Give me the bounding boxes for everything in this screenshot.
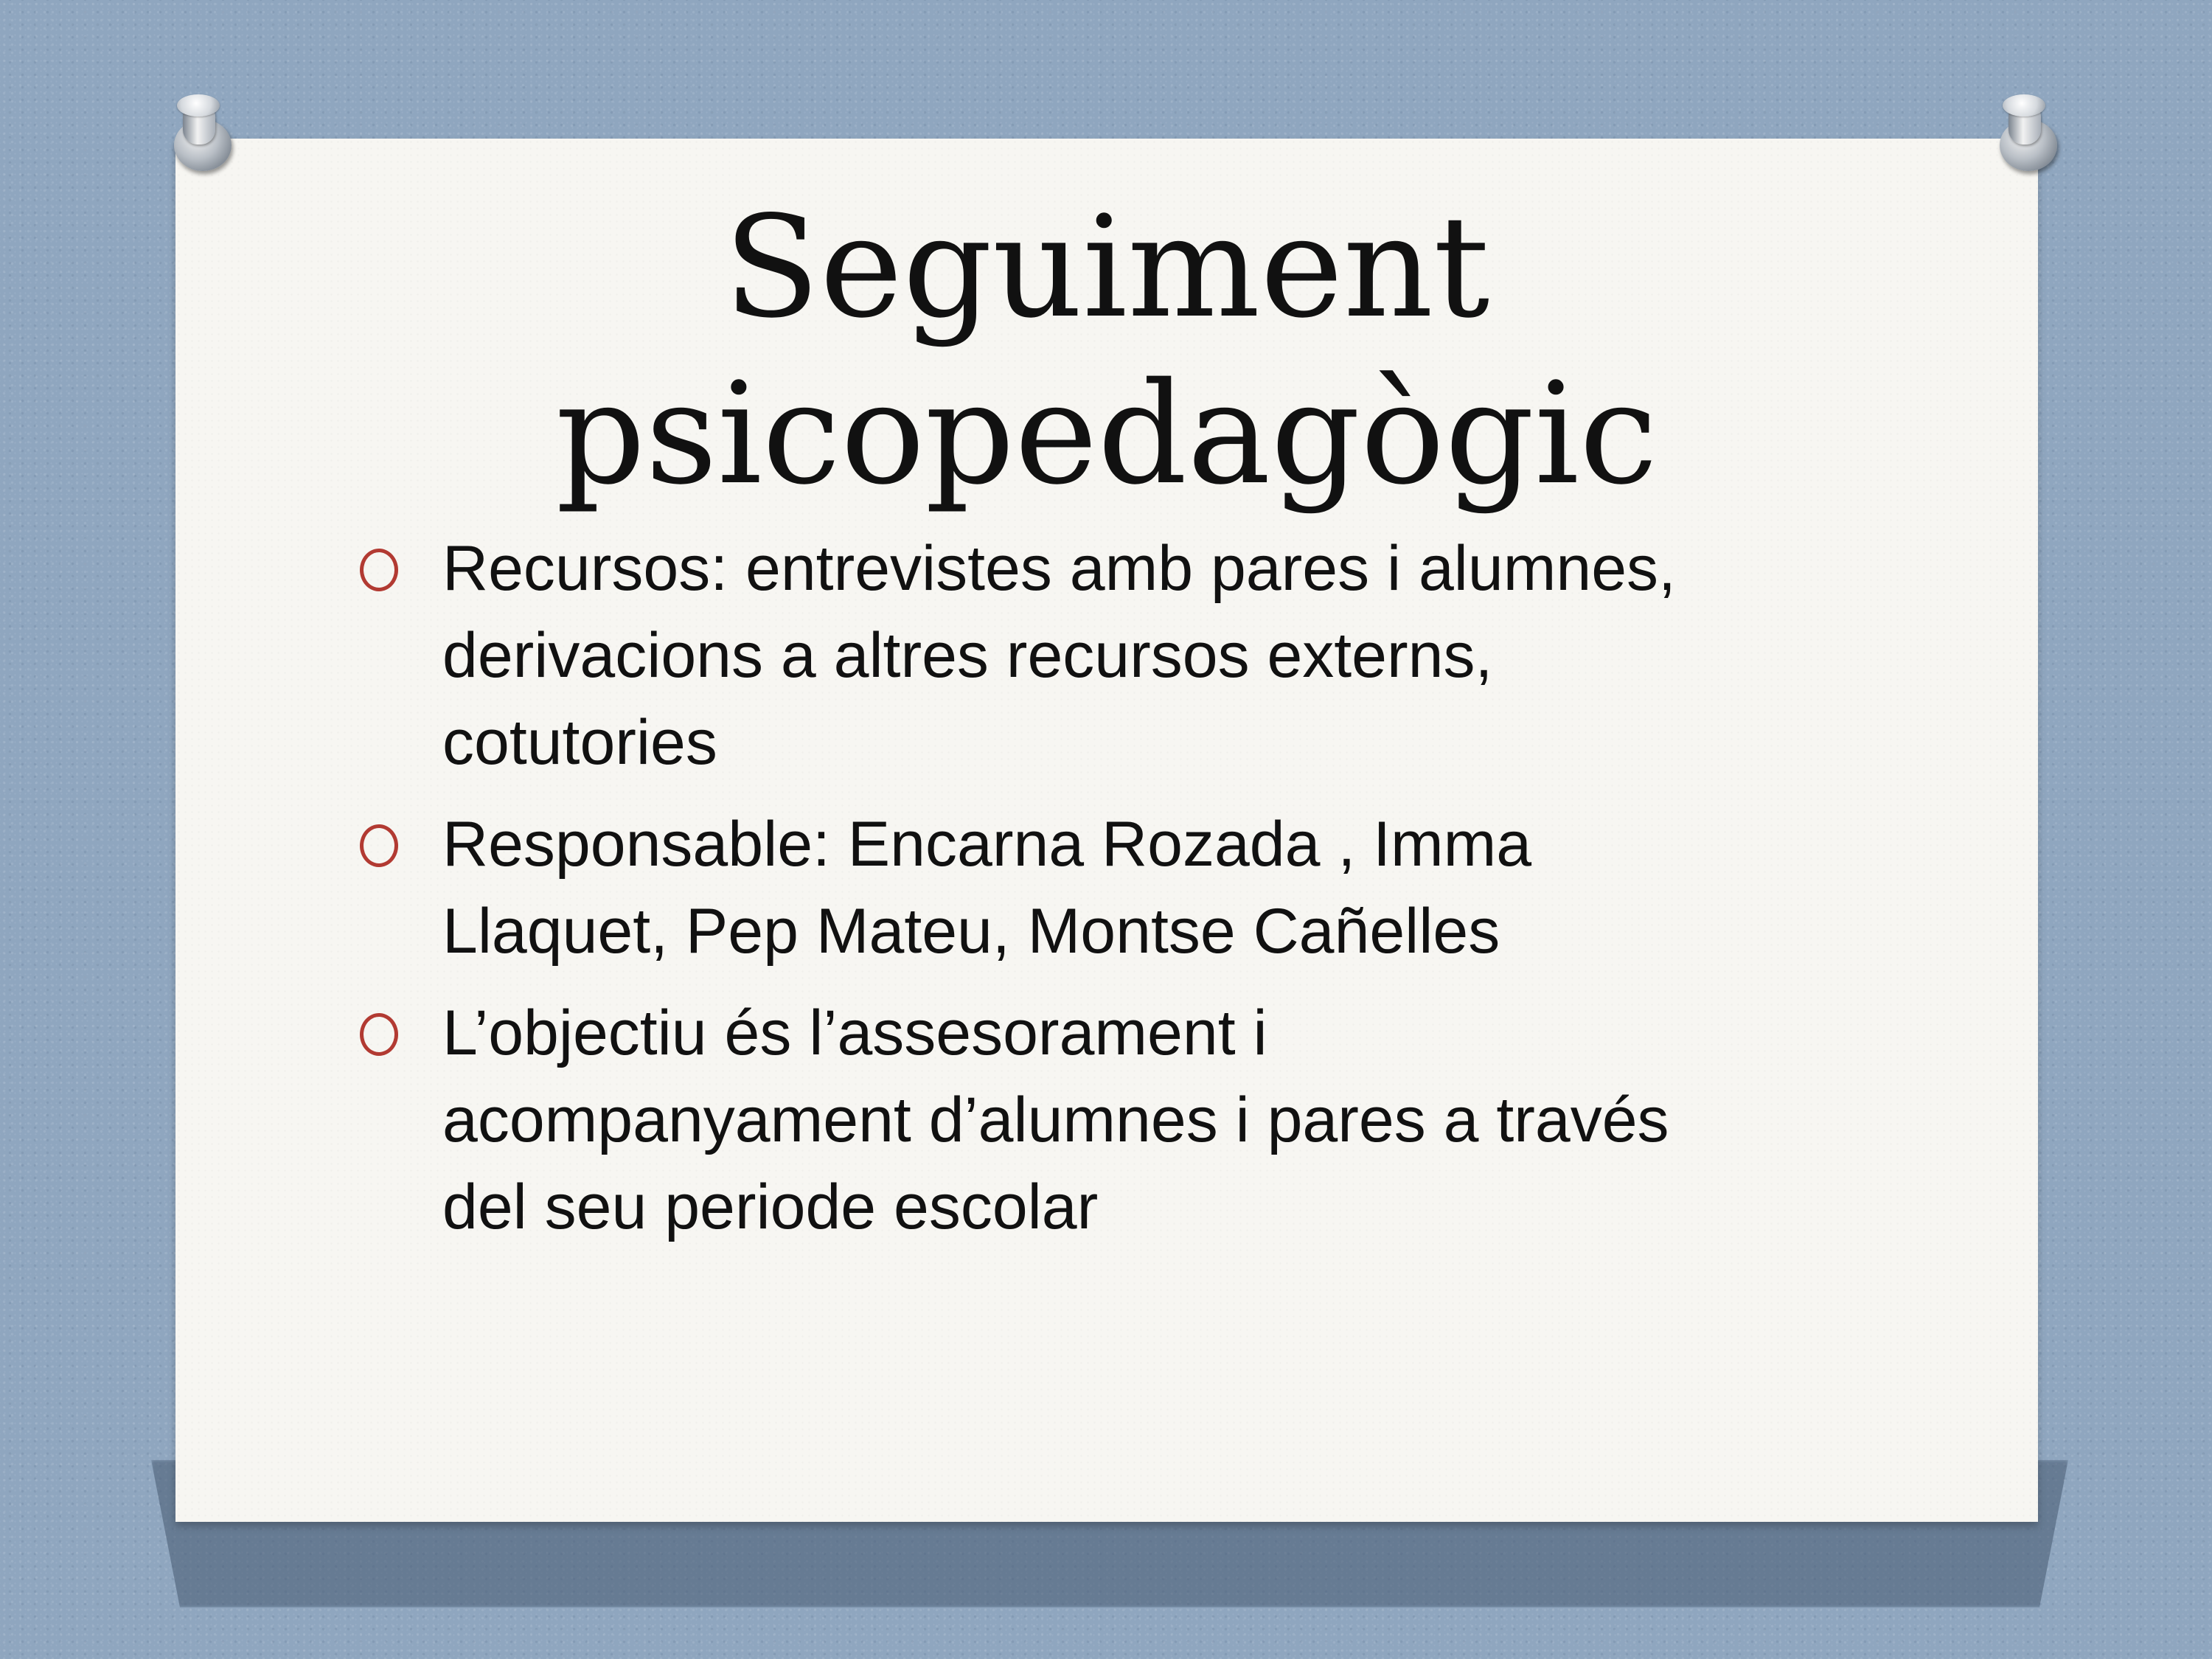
bullet-list [347,525,1836,1265]
pushpin-icon [158,94,239,175]
bullet-line: cotutories [442,707,717,778]
bullet-line: acompanyament d’alumnes i pares a través [442,1085,1669,1155]
bullet-line: del seu periode escolar [442,1172,1099,1242]
bullet-line: Recursos: entrevistes amb pares i alumnes, [442,533,1676,604]
title-line: psicopedagògic [555,352,1658,515]
bullet-item [347,990,1836,1251]
slide-title [175,184,2038,518]
circle-bullet-icon [360,1013,398,1056]
pushpin-icon [1983,94,2065,175]
title-line: Seguiment [723,186,1490,349]
circle-bullet-icon [360,549,398,591]
bullet-item [347,801,1836,975]
bullet-line: Responsable: Encarna Rozada , Imma [442,809,1532,880]
circle-bullet-icon [360,824,398,867]
bullet-line: derivacions a altres recursos externs, [442,620,1493,691]
bullet-line: L’objectiu és l’assesorament i [442,998,1267,1068]
bullet-item [347,525,1836,786]
bullet-line: Llaquet, Pep Mateu, Montse Cañelles [442,896,1500,967]
